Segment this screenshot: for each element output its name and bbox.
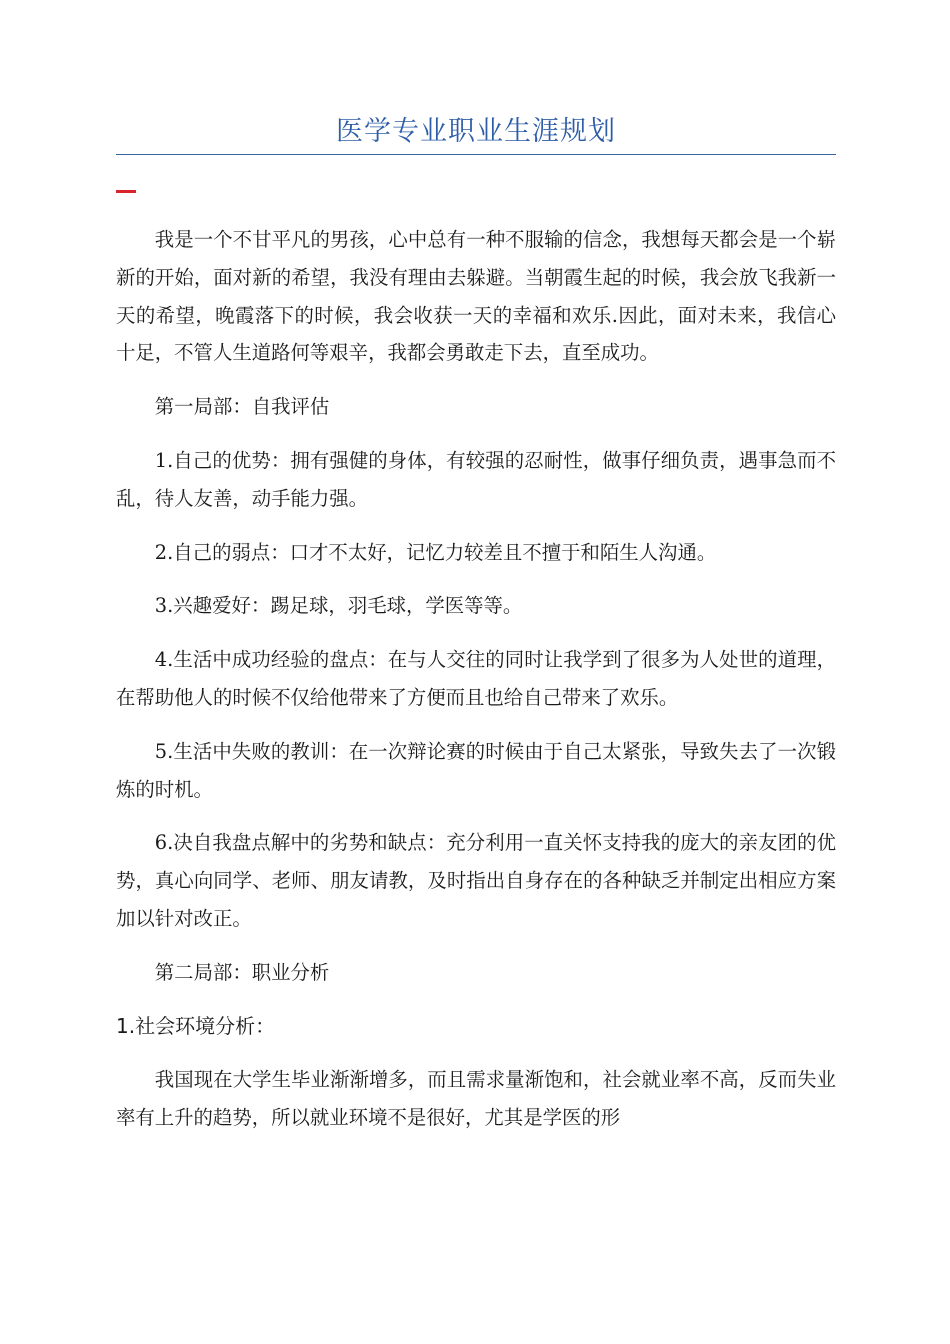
list-item-success-experience: 4.生活中成功经验的盘点：在与人交往的同时让我学到了很多为人处世的道理，在帮助他人的时候不仅给他带来了方便而且也给自己带来了欢乐。 <box>116 648 836 709</box>
list-item-weaknesses: 2.自己的弱点：口才不太好，记忆力较差且不擅于和陌生人沟通。 <box>154 540 717 564</box>
list-item-strengths: 1.自己的优势：拥有强健的身体，有较强的忍耐性，做事仔细负责，遇事急而不乱，待人友善，动手能力强。 <box>116 448 836 510</box>
title-underline <box>116 154 836 155</box>
document-title: 医学专业职业生涯规划 <box>336 116 616 147</box>
section-heading-career-analysis: 第二局部：职业分析 <box>154 960 330 984</box>
social-environment-paragraph: 我国现在大学生毕业渐渐增多，而且需求量渐饱和，社会就业率不高，反而失业率有上升的趋势，所以就业环境不是很好，尤其是学医的形 <box>116 1068 836 1130</box>
subheading-social-environment: 1.社会环境分析： <box>116 1013 276 1038</box>
intro-paragraph: 我是一个不甘平凡的男孩，心中总有一种不服输的信念，我想每天都会是一个崭新的开始，面对新的希望，我没有理由去躲避。当朝霞生起的时候，我会放飞我新一天的希望，晚霞落下的时候，我会收获一天的幸福和欢乐.因此，面对未来，我信心十足，不管人生道路何等艰辛，我都会勇敢走下去，直至成功。 <box>116 228 836 365</box>
list-item-improvement-plan: 6.决自我盘点解中的劣势和缺点：充分利用一直关怀支持我的庞大的亲友团的优势，真心向同学、老师、朋友请教，及时指出自身存在的各种缺乏并制定出相应方案加以针对改正。 <box>116 831 836 930</box>
list-item-failure-lessons: 5.生活中失败的教训：在一次辩论赛的时候由于自己太紧张，导致失去了一次锻炼的时机。 <box>116 739 836 801</box>
document-body <box>116 221 836 1153</box>
list-item-hobbies: 3.兴趣爱好：踢足球，羽毛球，学医等等。 <box>154 594 523 618</box>
section-heading-self-assessment: 第一局部：自我评估 <box>154 395 330 419</box>
section-marker <box>116 190 136 193</box>
